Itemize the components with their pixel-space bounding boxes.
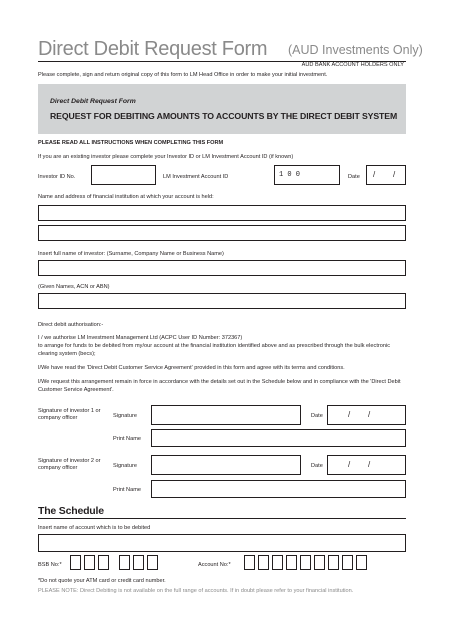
read-instructions-heading: PLEASE READ ALL INSTRUCTIONS WHEN COMPLETING THIS FORM (38, 140, 224, 146)
institution-label: Name and address of financial institution at which your account is held: (38, 194, 214, 200)
print-name-2-input[interactable] (151, 480, 406, 498)
account-digit-box-6[interactable] (314, 555, 325, 570)
authorisation-line-3: I/We have read the 'Direct Debit Customer Service Agreement' provided in this form and agree with its terms and conditions. (38, 365, 345, 371)
bsb-digit-box-2[interactable] (84, 555, 95, 570)
intro-text: Please complete, sign and return original copy of this form to LM Head Office in order to make your initial investment. (38, 72, 328, 78)
signature-2-label: Signature (113, 463, 137, 469)
account-digit-box-5[interactable] (300, 555, 311, 570)
bsb-digit-box-5[interactable] (133, 555, 144, 570)
banner-heading: REQUEST FOR DEBITING AMOUNTS TO ACCOUNTS BY THE DIRECT DEBIT SYSTEM (50, 111, 398, 121)
schedule-rule (38, 518, 406, 519)
lm-account-id-value: 1 0 0 (279, 171, 301, 179)
banner (38, 84, 406, 134)
investor-id-label: Investor ID No. (38, 174, 76, 180)
signature-1-label: Signature (113, 413, 137, 419)
account-digit-box-4[interactable] (286, 555, 297, 570)
account-digit-box-1[interactable] (244, 555, 255, 570)
investor-1-signature-label: Signature of investor 1 or company officer (38, 408, 101, 421)
investor-name-label: Insert full name of investor: (Surname, Company Name or Business Name) (38, 251, 224, 257)
signature-2-input[interactable] (151, 455, 301, 475)
signature-1-date-input[interactable] (327, 405, 406, 425)
account-no-label: Account No:* (198, 562, 231, 568)
signature-2-date-slashes: / / (348, 460, 371, 469)
atm-footnote: *Do not quote your ATM card or credit card number. (38, 578, 166, 584)
authorisation-line-1: I / we authorise LM Investment Management Ltd (ACPC User ID Number: 372367) (38, 335, 243, 341)
authorisation-line-2: to arrange for funds to be debited from my/our account at the financial institution identified above and as prescribed through the bulk electronic clearing system (becs); (38, 343, 390, 357)
signature-2-date-input[interactable] (327, 455, 406, 475)
account-digit-box-9[interactable] (356, 555, 367, 570)
given-names-label: (Given Names, ACN or ABN) (38, 284, 110, 290)
date-input[interactable] (366, 165, 406, 185)
investor-name-input[interactable] (38, 260, 406, 276)
signature-1-input[interactable] (151, 405, 301, 425)
investor-2-signature-label: Signature of investor 2 or company officer (38, 458, 101, 471)
bsb-label: BSB No:* (38, 562, 62, 568)
institution-line-2-input[interactable] (38, 225, 406, 241)
form-title: Direct Debit Request Form (38, 38, 268, 60)
bsb-digit-box-3[interactable] (98, 555, 109, 570)
lm-account-id-label: LM Investment Account ID (163, 174, 229, 180)
signature-1-date-label: Date (311, 413, 323, 419)
account-digit-box-8[interactable] (342, 555, 353, 570)
lm-account-id-input[interactable] (274, 165, 340, 185)
date-slashes: / / (373, 170, 396, 179)
bsb-digit-box-1[interactable] (70, 555, 81, 570)
print-name-1-label: Print Name (113, 436, 141, 442)
account-digit-box-3[interactable] (272, 555, 283, 570)
investor-id-input[interactable] (91, 165, 156, 185)
please-note: PLEASE NOTE: Direct Debiting is not available on the full range of accounts. If in doubt please refer to your financial institution. (38, 588, 354, 594)
institution-line-1-input[interactable] (38, 205, 406, 221)
bsb-digit-box-4[interactable] (119, 555, 130, 570)
account-name-input[interactable] (38, 534, 406, 552)
existing-investor-instruction: If you are an existing investor please complete your Investor ID or LM Investment Account ID (if known) (38, 154, 294, 160)
banner-italic-title: Direct Debit Request Form (50, 98, 136, 105)
date-label: Date (348, 174, 360, 180)
account-holders-note: AUD BANK ACCOUNT HOLDERS ONLY (301, 62, 404, 68)
print-name-1-input[interactable] (151, 429, 406, 447)
account-name-label: Insert name of account which is to be debited (38, 525, 151, 531)
authorisation-heading: Direct debit authorisation:- (38, 322, 104, 328)
bsb-digit-box-6[interactable] (147, 555, 158, 570)
print-name-2-label: Print Name (113, 487, 141, 493)
signature-2-date-label: Date (311, 463, 323, 469)
account-digit-box-2[interactable] (258, 555, 269, 570)
form-subtitle: (AUD Investments Only) (288, 43, 423, 57)
schedule-heading: The Schedule (38, 505, 104, 517)
authorisation-line-4: I/We request this arrangement remain in force in accordance with the details set out in the Schedule below and in compliance with the 'Direct Debit Customer Service Agreement'. (38, 379, 401, 393)
signature-1-date-slashes: / / (348, 410, 371, 419)
given-names-input[interactable] (38, 293, 406, 309)
account-digit-box-7[interactable] (328, 555, 339, 570)
